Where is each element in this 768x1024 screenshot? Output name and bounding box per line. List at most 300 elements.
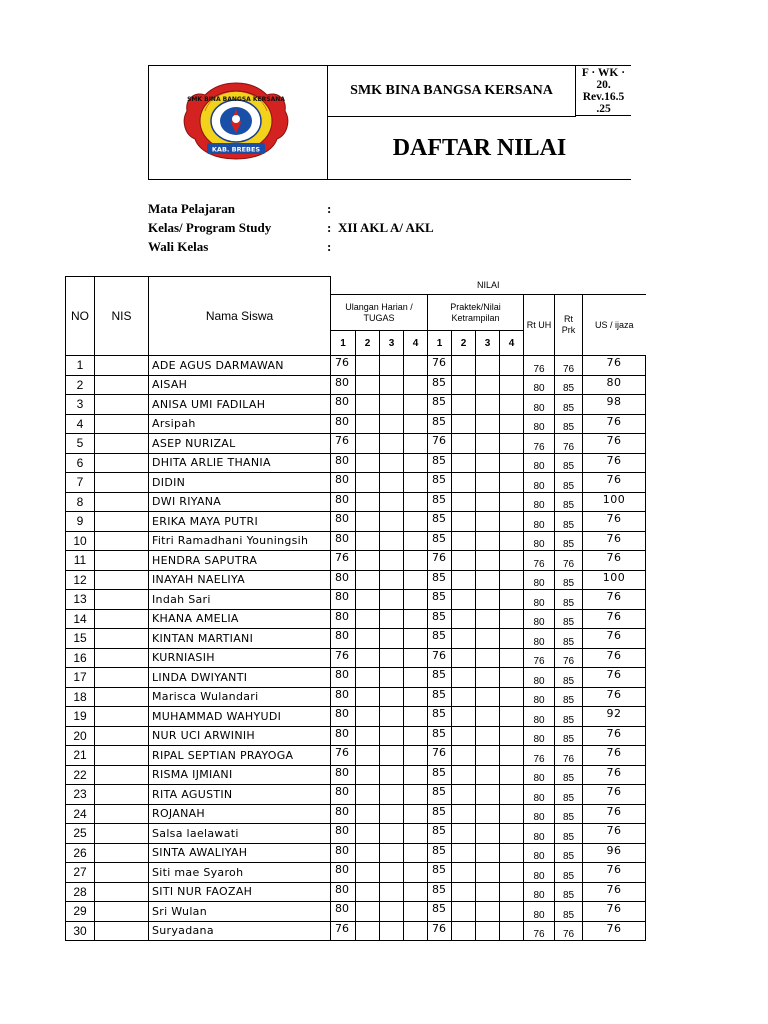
prk-1-cell: 85 [428, 512, 452, 532]
uh-2-cell [356, 453, 380, 473]
info-sep: : [327, 239, 332, 254]
uh-3-cell [380, 492, 404, 512]
uh-4-cell [404, 843, 428, 863]
uh-2-cell [356, 648, 380, 668]
rt-prk-cell: 85 [555, 395, 583, 415]
uh-3-cell [380, 531, 404, 551]
uh-4-cell [404, 590, 428, 610]
prk-2-cell [452, 473, 476, 493]
nis-cell [95, 921, 149, 941]
uh-3-cell [380, 668, 404, 688]
student-name: KINTAN MARTIANI [149, 629, 331, 649]
student-name: ERIKA MAYA PUTRI [149, 512, 331, 532]
rt-uh-cell: 76 [524, 434, 555, 454]
table-row [66, 531, 646, 551]
prk-3-cell [476, 668, 500, 688]
nis-cell [95, 590, 149, 610]
prk-4-cell [500, 765, 524, 785]
uh-2-cell [356, 804, 380, 824]
prk-4-cell [500, 804, 524, 824]
uh-4-cell [404, 726, 428, 746]
table-row [66, 785, 646, 805]
prk-2-cell [452, 746, 476, 766]
uh-4-cell [404, 824, 428, 844]
student-name: INAYAH NAELIYA [149, 570, 331, 590]
row-number: 18 [66, 687, 95, 707]
rt-uh-cell: 80 [524, 804, 555, 824]
uh-2-cell [356, 668, 380, 688]
prk-2-cell [452, 512, 476, 532]
uh-2-cell [356, 863, 380, 883]
table-row [66, 375, 646, 395]
prk-3-cell [476, 512, 500, 532]
nis-cell [95, 902, 149, 922]
table-row [66, 843, 646, 863]
uh-1-cell: 80 [331, 414, 356, 434]
nis-cell [95, 648, 149, 668]
prk-3-cell [476, 492, 500, 512]
rt-uh-cell: 80 [524, 668, 555, 688]
row-number: 8 [66, 492, 95, 512]
uh-4-cell [404, 882, 428, 902]
uh-3-cell [380, 921, 404, 941]
student-name: Salsa laelawati [149, 824, 331, 844]
grades-table-body [66, 356, 646, 941]
prk-4-cell [500, 882, 524, 902]
prk-4-cell [500, 473, 524, 493]
prk-2-cell [452, 804, 476, 824]
uh-1-cell: 76 [331, 648, 356, 668]
uh-4-cell [404, 746, 428, 766]
rt-prk-cell: 85 [555, 804, 583, 824]
uh-3-cell [380, 570, 404, 590]
table-row [66, 746, 646, 766]
uh-3-cell [380, 395, 404, 415]
student-name: Siti mae Syaroh [149, 863, 331, 883]
table-row [66, 492, 646, 512]
prk-2-cell [452, 902, 476, 922]
uh-2-cell [356, 785, 380, 805]
us-ijaza-cell: 76 [583, 609, 646, 629]
us-ijaza-cell: 76 [583, 902, 646, 922]
student-name: Arsipah [149, 414, 331, 434]
us-ijaza-cell: 80 [583, 375, 646, 395]
us-ijaza-cell: 76 [583, 648, 646, 668]
uh-4-cell [404, 921, 428, 941]
student-name: RIPAL SEPTIAN PRAYOGA [149, 746, 331, 766]
row-number: 6 [66, 453, 95, 473]
uh-1-cell: 80 [331, 824, 356, 844]
prk-3-cell [476, 687, 500, 707]
rt-prk-cell: 85 [555, 453, 583, 473]
uh-4-cell [404, 551, 428, 571]
row-number: 29 [66, 902, 95, 922]
uh-4-cell [404, 707, 428, 727]
table-row [66, 648, 646, 668]
prk-2-cell [452, 707, 476, 727]
prk-3-cell [476, 863, 500, 883]
row-number: 14 [66, 609, 95, 629]
rt-prk-cell: 85 [555, 785, 583, 805]
row-number: 17 [66, 668, 95, 688]
prk-3-cell [476, 804, 500, 824]
row-number: 21 [66, 746, 95, 766]
header-no: NO [66, 277, 95, 356]
row-number: 7 [66, 473, 95, 493]
us-ijaza-cell: 76 [583, 687, 646, 707]
table-row [66, 726, 646, 746]
table-row [66, 551, 646, 571]
prk-2-cell [452, 629, 476, 649]
uh-3-cell [380, 863, 404, 883]
us-ijaza-cell: 76 [583, 414, 646, 434]
header-prk-col: 3 [476, 331, 500, 356]
uh-1-cell: 80 [331, 590, 356, 610]
uh-4-cell [404, 453, 428, 473]
prk-4-cell [500, 512, 524, 532]
prk-1-cell: 85 [428, 824, 452, 844]
prk-3-cell [476, 765, 500, 785]
prk-4-cell [500, 863, 524, 883]
rt-uh-cell: 80 [524, 707, 555, 727]
row-number: 16 [66, 648, 95, 668]
nis-cell [95, 531, 149, 551]
us-ijaza-cell: 76 [583, 882, 646, 902]
prk-3-cell [476, 473, 500, 493]
uh-4-cell [404, 512, 428, 532]
rt-prk-cell: 85 [555, 492, 583, 512]
prk-4-cell [500, 434, 524, 454]
row-number: 10 [66, 531, 95, 551]
prk-4-cell [500, 746, 524, 766]
info-label-homeroom: Wali Kelas [148, 239, 209, 254]
rt-uh-cell: 80 [524, 629, 555, 649]
table-row [66, 687, 646, 707]
logo-bottom-text: KAB. BREBES [211, 145, 261, 154]
info-label-subject: Mata Pelajaran [148, 201, 236, 216]
prk-4-cell [500, 453, 524, 473]
prk-2-cell [452, 356, 476, 376]
us-ijaza-cell: 76 [583, 921, 646, 941]
row-number: 19 [66, 707, 95, 727]
prk-3-cell [476, 395, 500, 415]
prk-2-cell [452, 609, 476, 629]
header-nama: Nama Siswa [149, 277, 331, 356]
prk-4-cell [500, 668, 524, 688]
us-ijaza-cell: 76 [583, 726, 646, 746]
nis-cell [95, 473, 149, 493]
rt-uh-cell: 76 [524, 921, 555, 941]
header-prk-col: 4 [500, 331, 524, 356]
prk-3-cell [476, 921, 500, 941]
nis-cell [95, 356, 149, 376]
prk-3-cell [476, 843, 500, 863]
rt-prk-cell: 85 [555, 707, 583, 727]
prk-4-cell [500, 590, 524, 610]
prk-2-cell [452, 414, 476, 434]
table-row [66, 863, 646, 883]
rt-uh-cell: 80 [524, 375, 555, 395]
prk-1-cell: 85 [428, 707, 452, 727]
uh-4-cell [404, 375, 428, 395]
prk-4-cell [500, 609, 524, 629]
nis-cell [95, 492, 149, 512]
prk-1-cell: 85 [428, 629, 452, 649]
student-name: SITI NUR FAOZAH [149, 882, 331, 902]
prk-2-cell [452, 395, 476, 415]
uh-4-cell [404, 765, 428, 785]
prk-1-cell: 76 [428, 434, 452, 454]
uh-2-cell [356, 395, 380, 415]
uh-4-cell [404, 395, 428, 415]
student-name: HENDRA SAPUTRA [149, 551, 331, 571]
uh-4-cell [404, 687, 428, 707]
us-ijaza-cell: 76 [583, 863, 646, 883]
rt-uh-cell: 80 [524, 395, 555, 415]
uh-1-cell: 80 [331, 395, 356, 415]
uh-1-cell: 80 [331, 804, 356, 824]
table-row [66, 512, 646, 532]
rt-prk-cell: 76 [555, 434, 583, 454]
uh-2-cell [356, 434, 380, 454]
table-row [66, 473, 646, 493]
uh-3-cell [380, 765, 404, 785]
prk-1-cell: 76 [428, 921, 452, 941]
row-number: 30 [66, 921, 95, 941]
nis-cell [95, 824, 149, 844]
rt-uh-cell: 76 [524, 356, 555, 376]
uh-1-cell: 80 [331, 882, 356, 902]
prk-3-cell [476, 726, 500, 746]
rt-uh-cell: 80 [524, 492, 555, 512]
table-row [66, 570, 646, 590]
prk-3-cell [476, 356, 500, 376]
prk-1-cell: 85 [428, 453, 452, 473]
uh-3-cell [380, 902, 404, 922]
prk-2-cell [452, 726, 476, 746]
uh-2-cell [356, 531, 380, 551]
uh-2-cell [356, 590, 380, 610]
code-line: F · WK · [581, 67, 626, 79]
rt-prk-cell: 85 [555, 473, 583, 493]
uh-2-cell [356, 414, 380, 434]
nis-cell [95, 668, 149, 688]
us-ijaza-cell: 76 [583, 356, 646, 376]
prk-4-cell [500, 551, 524, 571]
row-number: 12 [66, 570, 95, 590]
uh-1-cell: 80 [331, 375, 356, 395]
prk-3-cell [476, 785, 500, 805]
uh-2-cell [356, 492, 380, 512]
uh-1-cell: 76 [331, 434, 356, 454]
table-row [66, 590, 646, 610]
header-nilai: NILAI [331, 277, 646, 295]
rt-uh-cell: 80 [524, 609, 555, 629]
rt-prk-cell: 85 [555, 902, 583, 922]
student-name: Fitri Ramadhani Youningsih [149, 531, 331, 551]
uh-1-cell: 80 [331, 512, 356, 532]
prk-3-cell [476, 570, 500, 590]
prk-1-cell: 85 [428, 590, 452, 610]
table-row [66, 921, 646, 941]
uh-2-cell [356, 902, 380, 922]
student-name: NUR UCI ARWINIH [149, 726, 331, 746]
nis-cell [95, 843, 149, 863]
uh-2-cell [356, 356, 380, 376]
page-title: DAFTAR NILAI [392, 134, 567, 161]
nis-cell [95, 434, 149, 454]
uh-3-cell [380, 453, 404, 473]
prk-1-cell: 85 [428, 785, 452, 805]
grades-table [65, 276, 646, 941]
uh-2-cell [356, 765, 380, 785]
uh-4-cell [404, 531, 428, 551]
row-number: 1 [66, 356, 95, 376]
uh-1-cell: 80 [331, 570, 356, 590]
row-number: 28 [66, 882, 95, 902]
rt-uh-cell: 80 [524, 824, 555, 844]
uh-4-cell [404, 902, 428, 922]
rt-uh-cell: 76 [524, 551, 555, 571]
prk-4-cell [500, 395, 524, 415]
rt-uh-cell: 80 [524, 863, 555, 883]
prk-1-cell: 85 [428, 414, 452, 434]
prk-1-cell: 85 [428, 765, 452, 785]
document-header [148, 65, 631, 180]
prk-2-cell [452, 375, 476, 395]
prk-1-cell: 76 [428, 356, 452, 376]
uh-1-cell: 76 [331, 356, 356, 376]
row-number: 4 [66, 414, 95, 434]
header-prk-col: 1 [428, 331, 452, 356]
uh-3-cell [380, 356, 404, 376]
prk-1-cell: 76 [428, 648, 452, 668]
prk-1-cell: 85 [428, 902, 452, 922]
row-number: 24 [66, 804, 95, 824]
uh-4-cell [404, 668, 428, 688]
prk-1-cell: 85 [428, 726, 452, 746]
student-name: KHANA AMELIA [149, 609, 331, 629]
school-name: SMK BINA BANGSA KERSANA [328, 66, 576, 117]
student-name: Suryadana [149, 921, 331, 941]
uh-1-cell: 80 [331, 668, 356, 688]
nis-cell [95, 629, 149, 649]
header-uh-col: 1 [331, 331, 356, 356]
row-number: 5 [66, 434, 95, 454]
nis-cell [95, 726, 149, 746]
prk-4-cell [500, 629, 524, 649]
student-name: ADE AGUS DARMAWAN [149, 356, 331, 376]
rt-prk-cell: 85 [555, 531, 583, 551]
prk-1-cell: 85 [428, 531, 452, 551]
student-name: ASEP NURIZAL [149, 434, 331, 454]
uh-3-cell [380, 375, 404, 395]
rt-uh-cell: 80 [524, 453, 555, 473]
uh-2-cell [356, 824, 380, 844]
prk-2-cell [452, 531, 476, 551]
table-row [66, 707, 646, 727]
prk-3-cell [476, 746, 500, 766]
header-us-ijaza: US / ijaza [583, 295, 646, 356]
prk-2-cell [452, 453, 476, 473]
uh-3-cell [380, 746, 404, 766]
rt-prk-cell: 85 [555, 726, 583, 746]
prk-2-cell [452, 492, 476, 512]
uh-1-cell: 80 [331, 473, 356, 493]
uh-1-cell: 80 [331, 765, 356, 785]
uh-3-cell [380, 687, 404, 707]
nis-cell [95, 375, 149, 395]
uh-2-cell [356, 882, 380, 902]
uh-3-cell [380, 804, 404, 824]
row-number: 13 [66, 590, 95, 610]
us-ijaza-cell: 92 [583, 707, 646, 727]
uh-3-cell [380, 726, 404, 746]
rt-prk-cell: 76 [555, 356, 583, 376]
table-row [66, 804, 646, 824]
document-code [576, 66, 631, 116]
table-row [66, 434, 646, 454]
us-ijaza-cell: 76 [583, 765, 646, 785]
us-ijaza-cell: 98 [583, 395, 646, 415]
uh-4-cell [404, 863, 428, 883]
prk-4-cell [500, 902, 524, 922]
prk-1-cell: 85 [428, 843, 452, 863]
prk-3-cell [476, 902, 500, 922]
rt-uh-cell: 80 [524, 687, 555, 707]
prk-3-cell [476, 414, 500, 434]
us-ijaza-cell: 76 [583, 531, 646, 551]
header-praktek: Praktek/Nilai Ketrampilan [428, 295, 524, 331]
uh-1-cell: 76 [331, 921, 356, 941]
code-line: .25 [596, 103, 611, 115]
rt-prk-cell: 85 [555, 843, 583, 863]
header-nis: NIS [95, 277, 149, 356]
header-uh-col: 2 [356, 331, 380, 356]
table-row [66, 902, 646, 922]
uh-4-cell [404, 804, 428, 824]
uh-1-cell: 80 [331, 531, 356, 551]
uh-3-cell [380, 414, 404, 434]
student-name: Sri Wulan [149, 902, 331, 922]
uh-1-cell: 80 [331, 453, 356, 473]
us-ijaza-cell: 100 [583, 570, 646, 590]
uh-2-cell [356, 843, 380, 863]
uh-4-cell [404, 473, 428, 493]
prk-1-cell: 76 [428, 551, 452, 571]
rt-prk-cell: 85 [555, 590, 583, 610]
uh-3-cell [380, 629, 404, 649]
uh-4-cell [404, 492, 428, 512]
rt-prk-cell: 76 [555, 551, 583, 571]
uh-2-cell [356, 551, 380, 571]
uh-3-cell [380, 590, 404, 610]
rt-prk-cell: 85 [555, 765, 583, 785]
us-ijaza-cell: 76 [583, 453, 646, 473]
uh-1-cell: 80 [331, 609, 356, 629]
prk-4-cell [500, 648, 524, 668]
us-ijaza-cell: 100 [583, 492, 646, 512]
prk-1-cell: 85 [428, 863, 452, 883]
nis-cell [95, 453, 149, 473]
school-logo [181, 81, 291, 161]
table-row [66, 882, 646, 902]
rt-prk-cell: 85 [555, 882, 583, 902]
nis-cell [95, 746, 149, 766]
rt-uh-cell: 80 [524, 512, 555, 532]
uh-2-cell [356, 512, 380, 532]
rt-uh-cell: 80 [524, 414, 555, 434]
